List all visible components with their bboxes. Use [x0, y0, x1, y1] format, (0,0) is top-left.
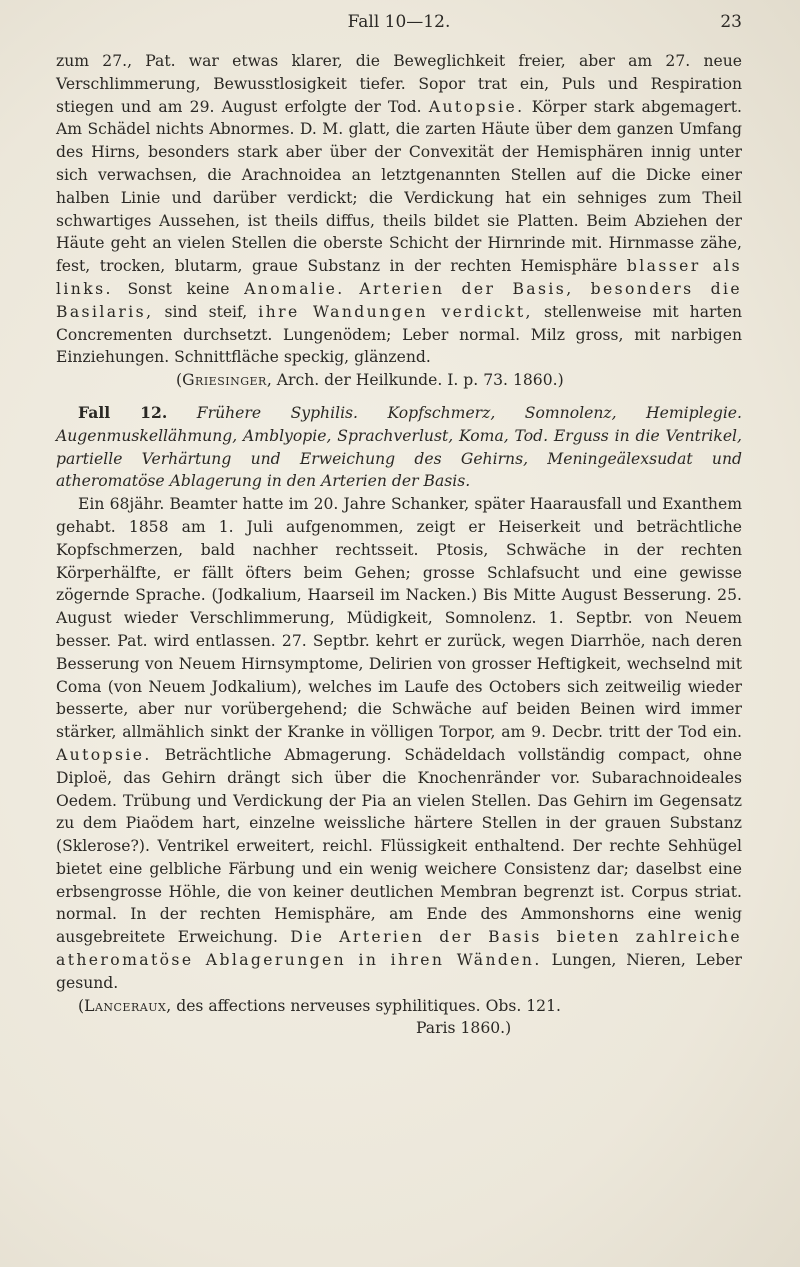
citation-author-2: Lanceraux: [84, 996, 167, 1015]
page-header: [56, 10, 742, 40]
paragraph-case-12: Ein 68jähr. Beamter hatte im 20. Jahre Schanker, später Haarausfall und Exanthem gehabt. 1858 am 1. Juli aufgenommen, zeigt er Heiserkeit und beträchtliche Kopfschmerzen, bald nachher rechtsseit. Ptosis, Schwäche in der rechten Körperhälfte, er fällt öfters beim Gehen; grosse Schlafsucht und eine gewisse zögernde Sprache. (Jodkalium, Haarseil im Nacken.) Bis Mitte August Besserung. 25. August wieder Verschlimmerung, Müdigkeit, Somnolenz. 1. Septbr. von Neuem besser. Pat. wird entlassen. 27. Septbr. kehrt er zurück, wegen Diarrhöe, nach deren Besserung von Neuem Hirnsymptome, Delirien von grosser Heftigkeit, wechselnd mit Coma (von Neuem Jodkalium), welches im Laufe des Octobers sich zeitweilig wieder besserte, aber nur vorübergehend; die Schwäche auf beiden Beinen wird immer stärker, allmählich sinkt der Kranke in völligen Torpor, am 9. Decbr. tritt der Tod ein. Autopsie. Beträchtliche Abmagerung. Schädeldach vollständig compact, ohne Diploë, das Gehirn drängt sich über die Knochenränder vor. Subarachnoideales Oedem. Trübung und Verdickung der Pia an vielen Stellen. Das Gehirn im Gegensatz zu dem Piaödem hart, einzelne weissliche härtere Stellen in der grauen Substanz (Sklerose?). Ventrikel erweitert, reichl. Flüssigkeit enthaltend. Der rechte Sehhügel bietet eine gelbliche Färbung und ein wenig weichere Consistenz dar; daselbst eine erbsengrosse Höhle, die von keiner deutlichen Membran begrenzt ist. Corpus striat. normal. In der rechten Hemisphäre, am Ende des Ammonshorns eine wenig ausgebreitete Erweichung. Die Arterien der Basis bieten zahlreiche atheromatöse Ablagerungen in ihren Wänden. Lungen, Nieren, Leber gesund.: [56, 495, 742, 992]
paragraph-case-11-continued: zum 27., Pat. war etwas klarer, die Beweglichkeit freier, aber am 27. neue Verschlimmerung, Bewusstlosigkeit tiefer. Sopor trat ein, Puls und Respiration stiegen und am 29. August erfolgte der Tod. Autopsie. Körper stark abgemagert. Am Schädel nichts Abnormes. D. M. glatt, die zarten Häute über dem ganzen Umfang des Hirns, besonders stark aber über der Convexität der Hemisphären innig unter sich verwachsen, die Arachnoidea an letztgenannten Stellen auf die Dicke einer halben Linie und darüber verdickt; die Verdickung hat ein sehniges zum Theil schwartiges Aussehen, ist theils diffus, theils bildet sie Platten. Beim Abziehen der Häute geht an vielen Stellen die oberste Schicht der Hirnrinde mit. Hirnmasse zähe, fest, trocken, blutarm, graue Substanz in der rechten Hemisphäre blasser als links. Sonst keine Anomalie. Arterien der Basis, besonders die Basilaris, sind steif, ihre Wandungen verdickt, stellenweise mit harten Concrementen durchsetzt. Lungenödem; Leber normal. Milz gross, mit narbigen Einziehungen. Schnittfläche speckig, glänzend.: [56, 52, 743, 367]
case-label: Fall 12.: [78, 402, 168, 422]
citation-lanceraux-line2: Paris 1860.): [416, 1019, 512, 1038]
emphasis-autopsie: Autopsie.: [428, 97, 525, 116]
citation-author: Griesinger: [182, 371, 267, 390]
emphasis-autopsie-2: Autopsie.: [56, 745, 152, 764]
citation-griesinger: (Griesinger, Arch. der Heilkunde. I. p. 73. 1860.): [176, 371, 564, 390]
running-title: Fall 10—12.: [347, 12, 451, 32]
emphasis-blasser: blasser als links.: [56, 257, 742, 298]
case-12-heading: [56, 402, 742, 493]
case-12-summary: Frühere Syphilis. Kopfschmerz, Somnolenz, Hemiplegie. Augenmuskellähmung, Amblyopie, Sprachverlust, Koma, Tod. Erguss in die Ventrikel, partielle Verhärtung und Erweichung des Gehirns, Meningeälexsudat und atheromatöse Ablagerung in den Arterien der Basis.: [56, 403, 742, 491]
citation-lanceraux: (Lanceraux, des affections nerveuses syphilitiques. Obs. 121.: [78, 996, 561, 1015]
page-body: [56, 50, 742, 1040]
emphasis-arterien-2: Die Arterien der Basis bieten zahlreiche atheromatöse Ablagerungen in ihren Wänden.: [56, 928, 742, 970]
emphasis-arterien: Arterien der Basis, besonders die Basilaris,: [56, 279, 742, 321]
emphasis-wandungen: ihre Wandungen verdickt,: [258, 302, 533, 321]
page-number: 23: [720, 12, 742, 32]
emphasis-anomalie: Anomalie.: [244, 279, 345, 298]
